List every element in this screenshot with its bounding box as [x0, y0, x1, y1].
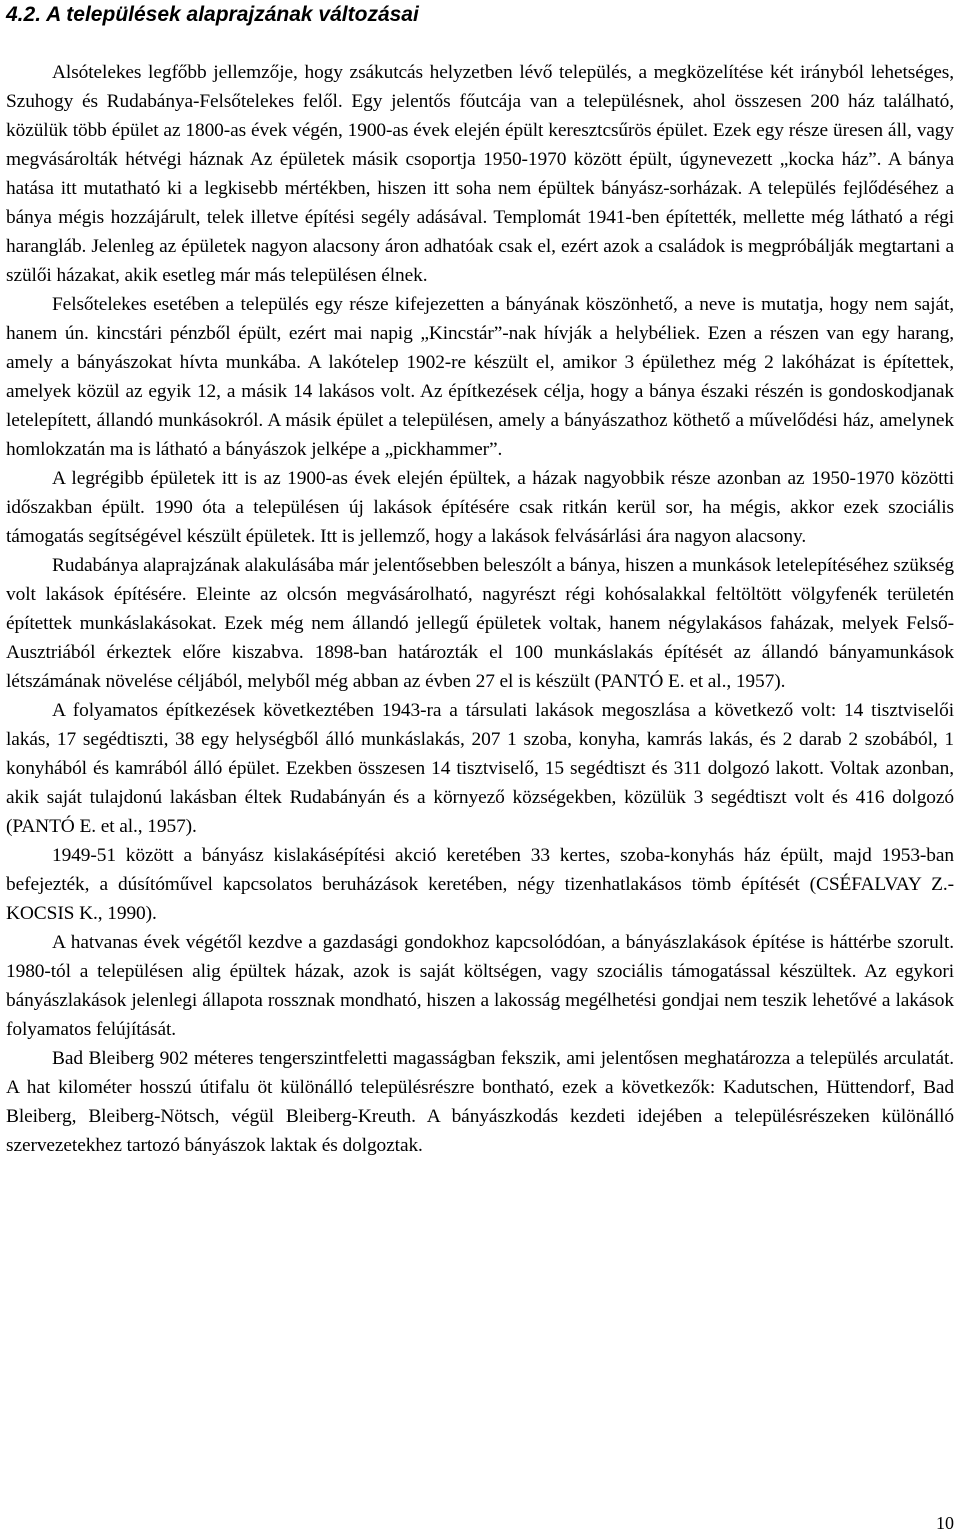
paragraph-oldest-buildings: A legrégibb épületek itt is az 1900-as évek elején épültek, a házak nagyobbik része azonban az 1950-1970 közötti időszakban épült. 1990 óta a településen új lakások építésére csak ritkán kerül sor, ha mégis, akkor ezek szociális támogatás segítségével készült épületek. Itt is jellemző, hogy a lakások felvásárlási ára nagyon alacsony. — [6, 468, 954, 547]
paragraph-housing-1949: 1949-51 között a bányász kislakásépítési akció keretében 33 kertes, szoba-konyhás ház épült, majd 1953-ban befejezték, a dúsítóművel kapcsolatos beruházások keretében, négy tizenhatlakásos tömb építését (CSÉFALVAY Z.-KOCSIS K., 1990). — [6, 845, 954, 924]
paragraph-alsotelekes: Alsótelekes legfőbb jellemzője, hogy zsákutcás helyzetben lévő település, a megközelítése két irányból lehetséges, Szuhogy és Rudabánya-Felsőtelekes felől. Egy jelentős főutcája van a településnek, ahol összesen 200 ház található, közülük több épület az 1800-as évek végén, 1900-as évek elején épült keresztcsűrös épület. Ezek egy része üresen áll, vagy megvásárolták hétvégi háznak Az épületek másik csoportja 1950-1970 között épült, úgynevezett „kocka ház”. A bánya hatása itt mutatható ki a legkisebb mértékben, hiszen itt soha nem épültek bányász-sorházak. A település fejlődéséhez a bánya mégis hozzájárult, telek illetve építési segély adásával. Templomát 1941-ben építették, mellette még látható a régi harangláb. Jelenleg az épületek nagyon alacsony áron adhatóak csak el, ezért azok a családok is megpróbálják megtartani a szülői házakat, akik esetleg már más településen élnek. — [6, 62, 954, 286]
page-number: 10 — [936, 1513, 954, 1533]
section-heading: 4.2. A települések alaprajzának változásai — [6, 3, 419, 26]
paragraph-bad-bleiberg: Bad Bleiberg 902 méteres tengerszintfeletti magasságban fekszik, ami jelentősen meghatározza a település arculatát. A hat kilométer hosszú útifalu öt különálló településrészre bontható, ezek a következők: Kadutschen, Hüttendorf, Bad Bleiberg, Bleiberg-Nötsch, végül Bleiberg-Kreuth. A bányászkodás kezdeti idejében a településrészeken különálló szervezetekhez tartozó bányászok laktak és dolgoztak. — [6, 1048, 954, 1156]
paragraph-felsotelekes: Felsőtelekes esetében a település egy része kifejezetten a bányának köszönhető, a neve is mutatja, hogy nem saját, hanem ún. kincstári pénzből épült, ezért mai napig „Kincstár”-nak hívják a helybéliek. Ezen a részen van egy harang, amely a bányászokat hívta munkába. A lakótelep 1902-re készült el, amikor 3 épülethez még 2 lakóházat is építettek, amelyek közül az egyik 12, a másik 14 lakásos volt. Az építkezések célja, hogy a bánya északi részén is gondoskodjanak letelepített, állandó munkásokról. A másik épület a településen, amely a bányászathoz köthető a művelődési ház, amelynek homlokzatán ma is látható a bányászok jelképe a „pickhammer”. — [6, 294, 954, 460]
document-page — [6, 0, 954, 1160]
body-text — [6, 58, 954, 1160]
paragraph-rudabanya-layout: Rudabánya alaprajzának alakulásába már jelentősebben beleszólt a bánya, hiszen a munkások letelepítéséhez szükség volt lakások építésére. Eleinte az olcsón megvásárolható, nagyrészt régi kohósalakkal feltöltött völgyfenék területén építettek munkáslakásokat. Ezek még nem állandó jellegű épületek voltak, hanem négylakásos faházak, melyek Felső-Ausztriából érkeztek előre kiszabva. 1898-ban határozták el 100 munkáslakás építését az állandó bányamunkások létszámának növelése céljából, melyből még abban az évben 27 el is készült (PANTÓ E. et al., 1957). — [6, 555, 954, 692]
paragraph-housing-1943: A folyamatos építkezések következtében 1943-ra a társulati lakások megoszlása a következő volt: 14 tisztviselői lakás, 17 segédtiszti, 38 egy helységből álló munkáslakás, 207 1 szoba, konyha, kamrás lakás, és 2 darab 2 szobából, 1 konyhából és kamrából álló épület. Ezekben összesen 14 tisztviselő, 15 segédtiszt és 311 dolgozó lakott. Voltak azonban, akik saját tulajdonú lakásban éltek Rudabányán és a környező községekben, közülük 3 segédtiszt volt és 416 dolgozó (PANTÓ E. et al., 1957). — [6, 700, 954, 837]
paragraph-sixties-decline: A hatvanas évek végétől kezdve a gazdasági gondokhoz kapcsolódóan, a bányászlakások építése is háttérbe szorult. 1980-tól a településen alig épültek házak, azok is saját költségen, vagy szociális támogatással készültek. Az egykori bányászlakások jelenlegi állapota rossznak mondható, hiszen a lakosság megélhetési gondjai nem teszik lehetővé a lakások folyamatos felújítását. — [6, 932, 954, 1040]
